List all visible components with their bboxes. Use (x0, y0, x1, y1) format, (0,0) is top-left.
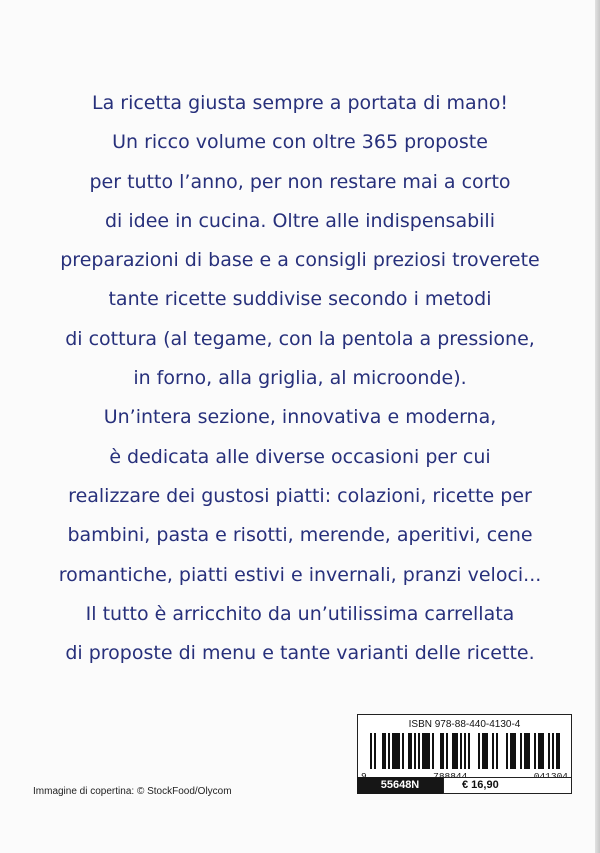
barcode-bars (370, 733, 560, 769)
barcode-bar (440, 733, 444, 769)
barcode-bar (392, 733, 400, 769)
blurb-line: di cottura (al tegame, con la pentola a pressione, (65, 327, 535, 350)
barcode-bar (534, 733, 536, 769)
barcode-bar (524, 733, 530, 769)
barcode-bar (538, 733, 544, 769)
barcode-bar (388, 733, 390, 769)
barcode-bar (496, 733, 498, 769)
blurb-line: preparazioni di base e a consigli preziosi troverete (60, 249, 540, 272)
isbn-number: ISBN 978-88-440-4130-4 (408, 719, 521, 730)
blurb-line: realizzare dei gustosi piatti: colazioni, ricette per (68, 484, 532, 507)
barcode-bar (510, 733, 516, 769)
barcode-bar (374, 733, 376, 769)
barcode-bar (482, 733, 488, 769)
page-edge (595, 0, 600, 853)
barcode-bar (446, 733, 448, 769)
barcode-bar (408, 733, 412, 769)
blurb-line: romantiche, piatti estivi e invernali, pranzi veloci... (58, 563, 542, 586)
blurb-line: di proposte di menu e tante varianti delle ricette. (65, 642, 535, 665)
barcode-bar (492, 733, 494, 769)
barcode-bar (468, 733, 470, 769)
price: € 16,90 (443, 777, 572, 794)
barcode-bar (548, 733, 550, 769)
barcode-bar (414, 733, 416, 769)
barcode-bar (452, 733, 458, 769)
barcode-bar (520, 733, 522, 769)
barcode-bar (418, 733, 420, 769)
barcode-bar (402, 733, 404, 769)
back-cover-blurb (40, 84, 560, 673)
blurb-line: per tutto l’anno, per non restare mai a corto (89, 170, 511, 193)
barcode-bar (464, 733, 466, 769)
barcode-bar (556, 733, 560, 769)
barcode-bar (370, 733, 372, 769)
code-price-row (357, 777, 572, 794)
barcode-bar (382, 733, 386, 769)
cover-image-credit: Immagine di copertina: © StockFood/Olycom (33, 786, 232, 797)
blurb-line: Un ricco volume con oltre 365 proposte (112, 131, 488, 154)
blurb-line: Un’intera sezione, innovativa e moderna, (103, 406, 497, 429)
barcode-bar (432, 733, 434, 769)
barcode-bar (460, 733, 462, 769)
blurb-line: in forno, alla griglia, al microonde). (133, 367, 467, 390)
blurb-line: è dedicata alle diverse occasioni per cui (109, 445, 491, 468)
barcode-bar (422, 733, 430, 769)
blurb-line: di idee in cucina. Oltre alle indispensabili (104, 209, 495, 232)
barcode-bar (478, 733, 480, 769)
product-code: 55648N (357, 777, 443, 794)
blurb-line: Il tutto è arricchito da un’utilissima carrellata (85, 602, 515, 625)
barcode-bar (506, 733, 508, 769)
blurb-line: tante ricette suddivise secondo i metodi (108, 288, 492, 311)
blurb-line: La ricetta giusta sempre a portata di mano! (92, 92, 508, 114)
isbn-barcode-block (357, 714, 572, 794)
blurb-line: bambini, pasta e risotti, merende, aperitivi, cene (67, 524, 533, 547)
barcode-bar (552, 733, 554, 769)
